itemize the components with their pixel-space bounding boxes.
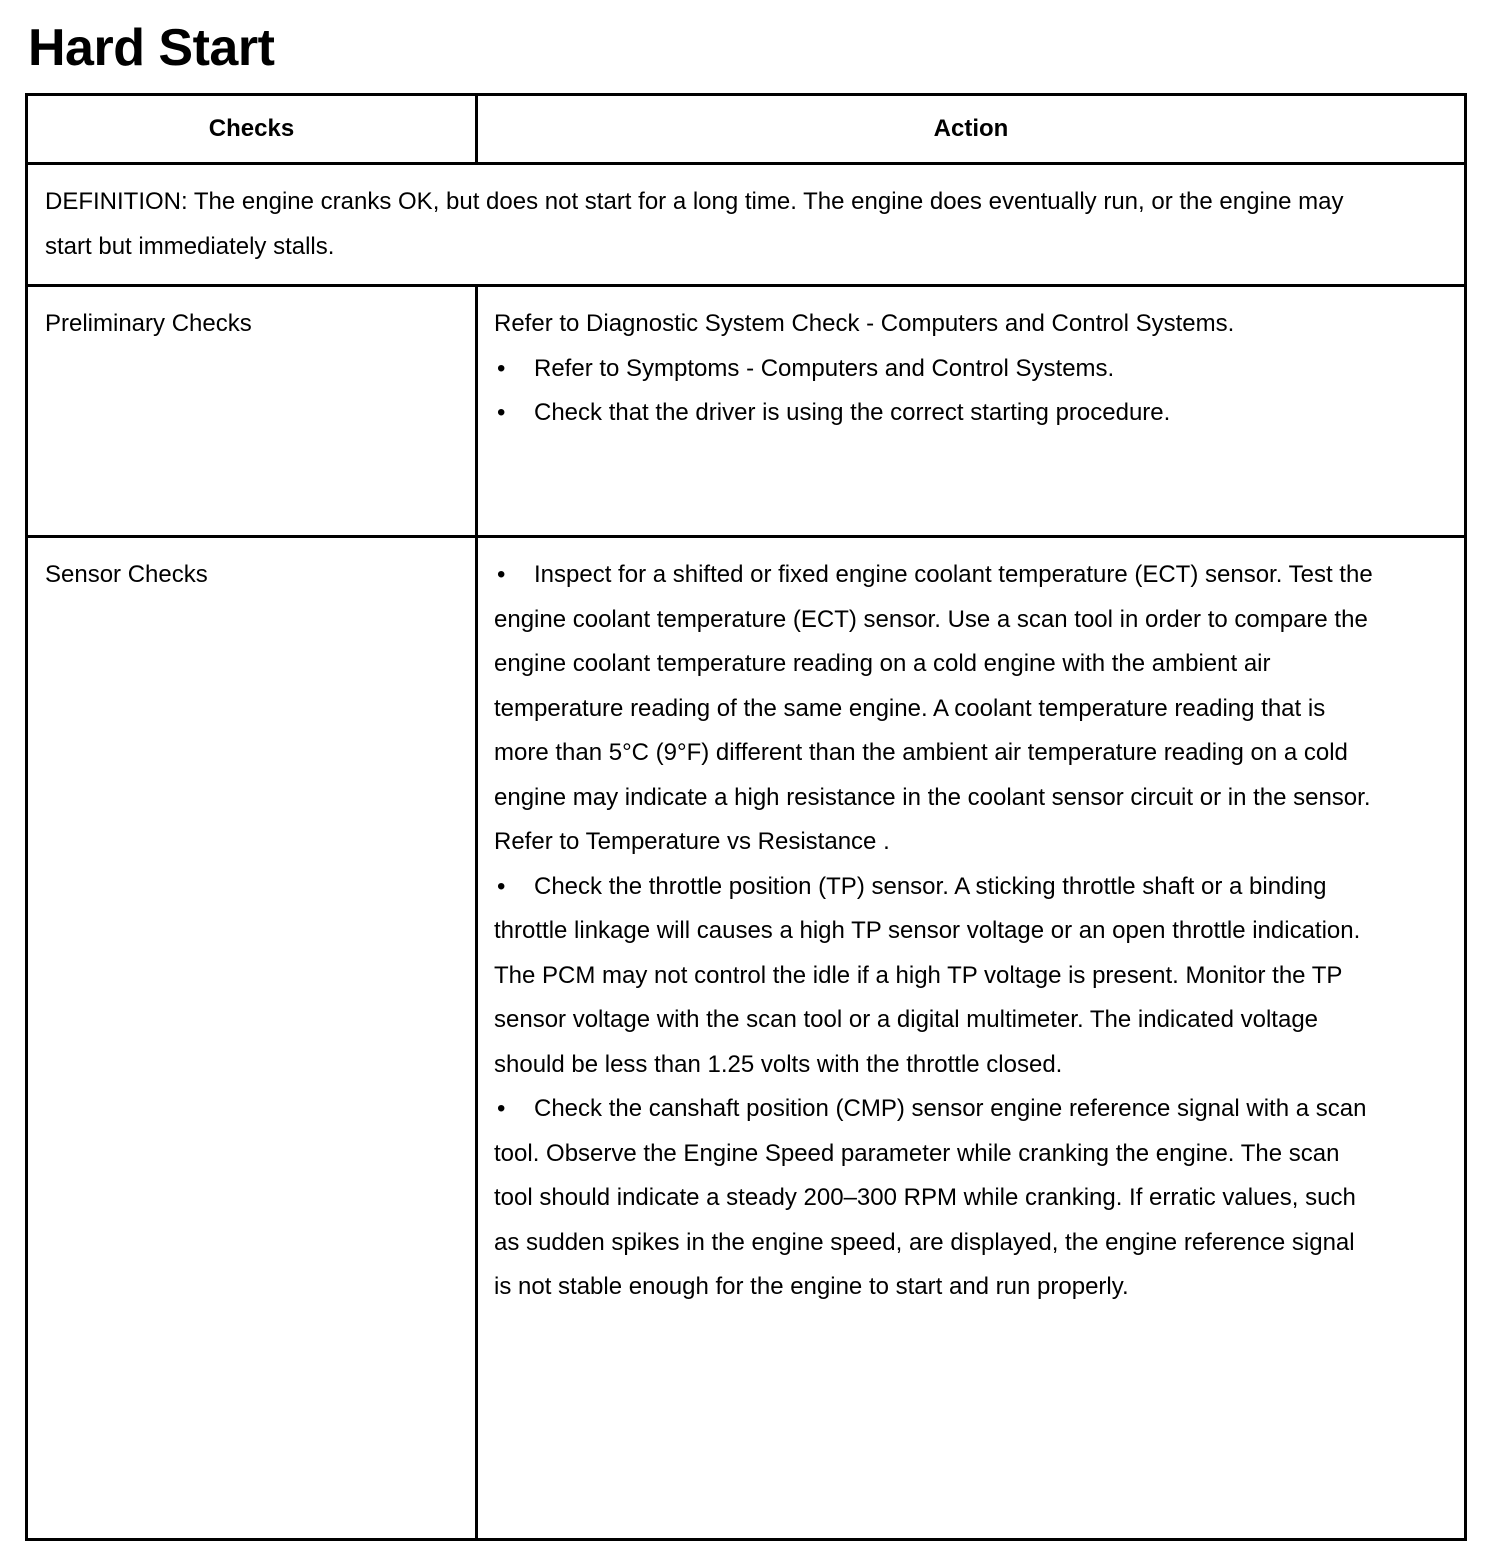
list-item-text: Check the throttle position (TP) sensor. A sticking throttle shaft or a binding throttle linkage will causes a high TP sensor voltage or an open throttle indication. The PCM may not control the idle if a high TP voltage is present. Monitor the TP sensor voltage with the scan tool or a digital multimeter. The indicated voltage should be less than 1.25 volts with the throttle closed. (494, 872, 1361, 1078)
definition-row (27, 164, 1466, 286)
table-row (27, 286, 1466, 537)
list-item-text: Check the canshaft position (CMP) sensor engine reference signal with a scan tool. Observe the Engine Speed parameter while cranking the engine. The scan tool should indicate a steady 200–300 RPM while cranking. If erratic values, such as sudden spikes in the engine speed, are displayed, the engine reference signal is not stable enough for the engine to start and run properly. (494, 1095, 1367, 1300)
table-row (27, 537, 1466, 1540)
bullet-glyph: • (497, 561, 506, 588)
column-header-checks: Checks (27, 95, 477, 164)
list-item (494, 1087, 1374, 1310)
action-intro: Refer to Diagnostic System Check - Computers and Control Systems. (494, 310, 1235, 337)
page-title: Hard Start (28, 19, 275, 77)
list-item (494, 347, 1374, 392)
list-item (494, 391, 1374, 436)
bullet-glyph: • (497, 872, 506, 900)
list-item-text: Check that the driver is using the correct starting procedure. (534, 399, 1171, 426)
bullet-glyph: • (497, 354, 506, 382)
diagnostic-table (25, 93, 1467, 1541)
list-item-text: Inspect for a shifted or fixed engine coolant temperature (ECT) sensor. Test the engine coolant temperature (ECT) sensor. Use a scan tool in order to compare the engine coolant temperature reading on a cold engine with the ambient air temperature reading of the same engine. A coolant temperature reading that is more than 5°C (9°F) different than the ambient air temperature reading on a cold engine may indicate a high resistance in the coolant sensor circuit or in the sensor. Refer to Temperature vs Resistance . (494, 561, 1373, 855)
list-item (494, 553, 1374, 865)
list-item (494, 865, 1374, 1088)
check-label: Sensor Checks (27, 537, 477, 1540)
column-header-action: Action (477, 95, 1466, 164)
list-item-text: Refer to Symptoms - Computers and Control Systems. (534, 354, 1115, 382)
bullet-glyph: • (497, 1095, 506, 1122)
bullet-glyph: • (497, 399, 506, 426)
action-cell (477, 537, 1466, 1540)
action-cell (477, 286, 1466, 537)
definition-text: DEFINITION: The engine cranks OK, but does not start for a long time. The engine does eventually run, or the engine may start but immediately stalls. (27, 164, 1466, 286)
check-label: Preliminary Checks (27, 286, 477, 537)
table-header-row (27, 95, 1466, 164)
